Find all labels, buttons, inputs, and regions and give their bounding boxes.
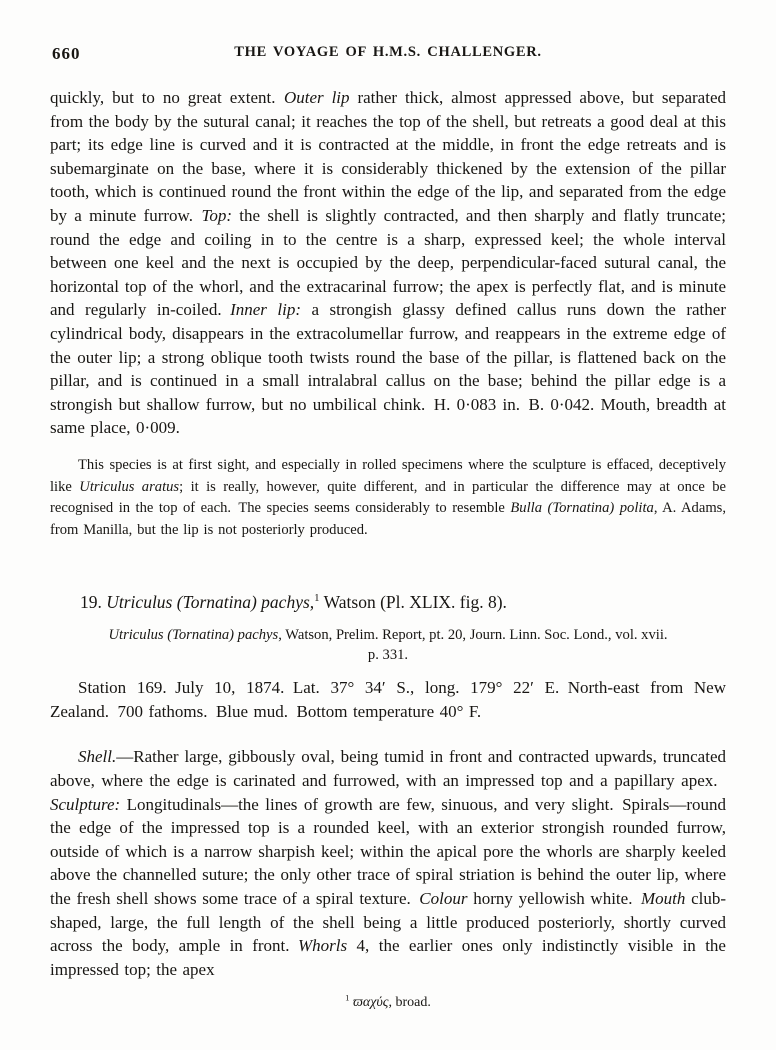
paragraph-station: Station 169. July 10, 1874. Lat. 37° 34′ S., long. 179° 22′ E. North-east from New Zealand. 700 fathoms. Blue mud. Bottom temperature 40° F. — [50, 678, 726, 721]
paragraph-description-continuation: quickly, but to no great extent. Outer lip rather thick, almost appressed above, but separated from the body by the sutural canal; it reaches the top of the shell, but retreats a good deal at this part; its edge line is curved and it is contracted at the middle, in front the edge retreats and is subemarginate on the base, where it is considerably thickened by the extension of the pillar tooth, which is continued round the front within the edge of the lip, and separated from the edge by a minute furrow. Top: the shell is slightly contracted, and then sharply and flatly truncate; round the edge and coiling in to the centre is a sharp, expressed keel; the whole interval between one keel and the next is occupied by the deep, perpendicular-faced sutural canal, the horizontal top of the whorl, and the extracarinal furrow; the apex is perfectly flat, and is minute and regularly in-coiled. Inner lip: a strongish glassy defined callus runs down the rather cylindrical body, disappears in the extracolumellar furrow, and reappears in the extreme edge of the outer lip; a strong oblique tooth twists round the base of the pillar, is flattened back on the pillar, and is continued in a small intralabral callus on the base; behind the pillar edge is a strongish but shallow furrow, but no umbilical chink. H. 0·083 in. B. 0·042. Mouth, breadth at same place, 0·009. — [50, 88, 726, 438]
page-header — [50, 44, 726, 64]
paragraph-remarks: This species is at first sight, and especially in rolled specimens where the sculpture is effaced, deceptively like Utriculus aratus; it is really, however, quite different, and in particular the difference may at once be recognised in the top of each. The species seems considerably to resemble Bulla (Tornatina) polita, A. Adams, from Manilla, but the lip is not posteriorly produced. — [50, 456, 727, 538]
citation-line-1: Utriculus (Tornatina) pachys, Watson, Prelim. Report, pt. 20, Journ. Linn. Soc. Lond., vol. xvii. — [108, 627, 668, 644]
citation-line-2: p. 331. — [367, 646, 409, 663]
page-body — [50, 86, 726, 1012]
page-number: 660 — [52, 44, 81, 63]
footnote: $^1$ ϖαχύς, broad. — [345, 992, 431, 1011]
citation-block — [50, 626, 726, 665]
paragraph-shell-description: Shell.—Rather large, gibbously oval, being tumid in front and contracted upwards, truncated above, where the edge is carinated and furrowed, with an impressed top and a papillary apex. Sculpture: Longitudinals—the lines of growth are few, sinuous, and very slight. Spirals—round the edge of the impressed top is a rounded keel, with an exterior strongish rounded furrow, outside of which is a narrow sharpish keel; within the apical pore the whorls are sharply keeled above the channelled suture; the only other trace of spiral striation is behind the outer lip, where the fresh shell shows some trace of a spiral texture. Colour horny yellowish white. Mouth club-shaped, large, the full length of the shell being a little produced posteriorly, shortly curved across the body, ample in front. Whorls 4, the earlier ones only indistinctly visible in the impressed top; the apex — [50, 747, 727, 979]
species-heading: 19. Utriculus (Tornatina) pachys,$^1$ Watson (Pl. XLIX. fig. 8). — [80, 592, 507, 613]
running-title: THE VOYAGE OF H.M.S. CHALLENGER. — [234, 44, 542, 60]
